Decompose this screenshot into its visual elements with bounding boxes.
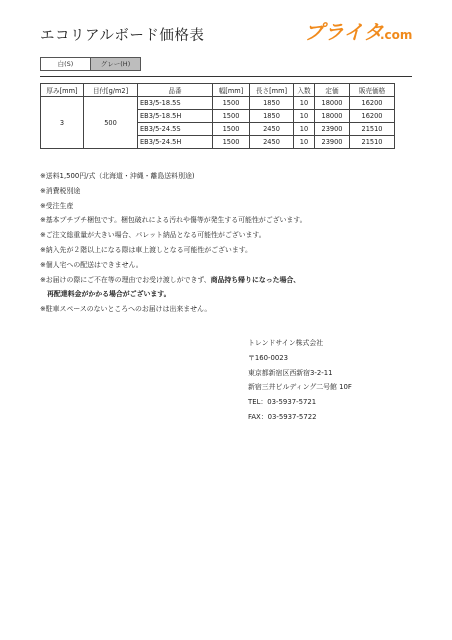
cell-sale-price: 16200 [350, 110, 395, 123]
note-tax: ※消費税別途 [40, 186, 81, 195]
header-code: 品番 [138, 84, 213, 97]
cell-list-price: 18000 [315, 110, 350, 123]
cell-list-price: 23900 [315, 136, 350, 149]
cell-qty: 10 [294, 97, 315, 110]
cell-code: EB3/5-24.5S [138, 123, 213, 136]
cell-width: 1500 [213, 110, 250, 123]
cell-qty: 10 [294, 110, 315, 123]
cell-sale-price: 16200 [350, 97, 395, 110]
notes-list [40, 169, 307, 317]
cell-sale-price: 21510 [350, 123, 395, 136]
cell-sale-price: 21510 [350, 136, 395, 149]
cell-list-price: 18000 [315, 97, 350, 110]
note-pallet: ※ご注文総重量が大きい場合、パレット納品となる可能性がございます。 [40, 231, 266, 240]
note-redelivery-bold: 再配達料金がかかる場合がございます。 [47, 290, 171, 299]
table-row [41, 97, 395, 110]
company-address-line1: 東京都新宿区西新宿3-2-11 [248, 368, 333, 377]
header-weight: 目付[g/m2] [84, 84, 138, 97]
cell-thickness: 3 [41, 97, 84, 149]
note-redelivery [40, 287, 307, 302]
note-private-home: ※個人宅への配送はできません。 [40, 260, 143, 269]
header-thickness: 厚み[mm] [41, 84, 84, 97]
note-absence [40, 273, 307, 288]
header-width: 幅[mm] [213, 84, 250, 97]
cell-width: 1500 [213, 136, 250, 149]
logo-suffix: .com [380, 28, 413, 42]
note-shipping: ※送料1,500円/式（北海道・沖縄・離島送料別途) [40, 172, 195, 180]
cell-code: EB3/5-18.5S [138, 97, 213, 110]
header-length: 長さ[mm] [250, 84, 294, 97]
cell-length: 2450 [250, 136, 294, 149]
company-name: トレンドサイン株式会社 [248, 339, 324, 347]
table-header-row [41, 84, 395, 97]
tab-white[interactable]: 白(S) [40, 57, 91, 71]
praita-logo [304, 18, 416, 44]
note-packaging: ※基本プチプチ梱包です。梱包破れによる汚れや傷等が発生する可能性がございます。 [40, 216, 307, 225]
note-parking: ※駐車スペースのないところへのお届けは出来ません。 [40, 305, 212, 314]
divider [40, 76, 412, 77]
note-delivery: ※納入先が２階以上になる際は車上渡しとなる可能性がございます。 [40, 245, 252, 254]
page-title: エコリアルボード価格表 [40, 28, 205, 44]
header-sale-price: 販売価格 [350, 84, 395, 97]
company-postal: 〒160-0023 [248, 353, 289, 362]
cell-weight: 500 [84, 97, 138, 149]
cell-length: 2450 [250, 123, 294, 136]
cell-qty: 10 [294, 123, 315, 136]
cell-width: 1500 [213, 123, 250, 136]
company-info [248, 336, 352, 425]
company-address-line2: 新宿三井ビルディング二号館 10F [248, 383, 352, 392]
tab-gray[interactable]: グレー(H) [91, 57, 141, 71]
price-table [40, 83, 395, 149]
note-made-to-order: ※受注生産 [40, 201, 74, 210]
logo-text: プライタ [304, 20, 384, 44]
cell-code: EB3/5-24.5H [138, 136, 213, 149]
note-absence-bold: 商品持ち帰りになった場合、 [210, 275, 301, 284]
note-absence-prefix: ※お届けの際にご不在等の理由でお受け渡しができず、 [40, 275, 211, 284]
cell-code: EB3/5-18.5H [138, 110, 213, 123]
cell-width: 1500 [213, 97, 250, 110]
color-tabs [40, 57, 141, 71]
cell-qty: 10 [294, 136, 315, 149]
company-tel: TEL：03-5937-5721 [248, 398, 317, 407]
header-qty: 入数 [294, 84, 315, 97]
cell-length: 1850 [250, 110, 294, 123]
cell-list-price: 23900 [315, 123, 350, 136]
cell-length: 1850 [250, 97, 294, 110]
header-list-price: 定価 [315, 84, 350, 97]
company-fax: FAX：03-5937-5722 [248, 412, 317, 421]
